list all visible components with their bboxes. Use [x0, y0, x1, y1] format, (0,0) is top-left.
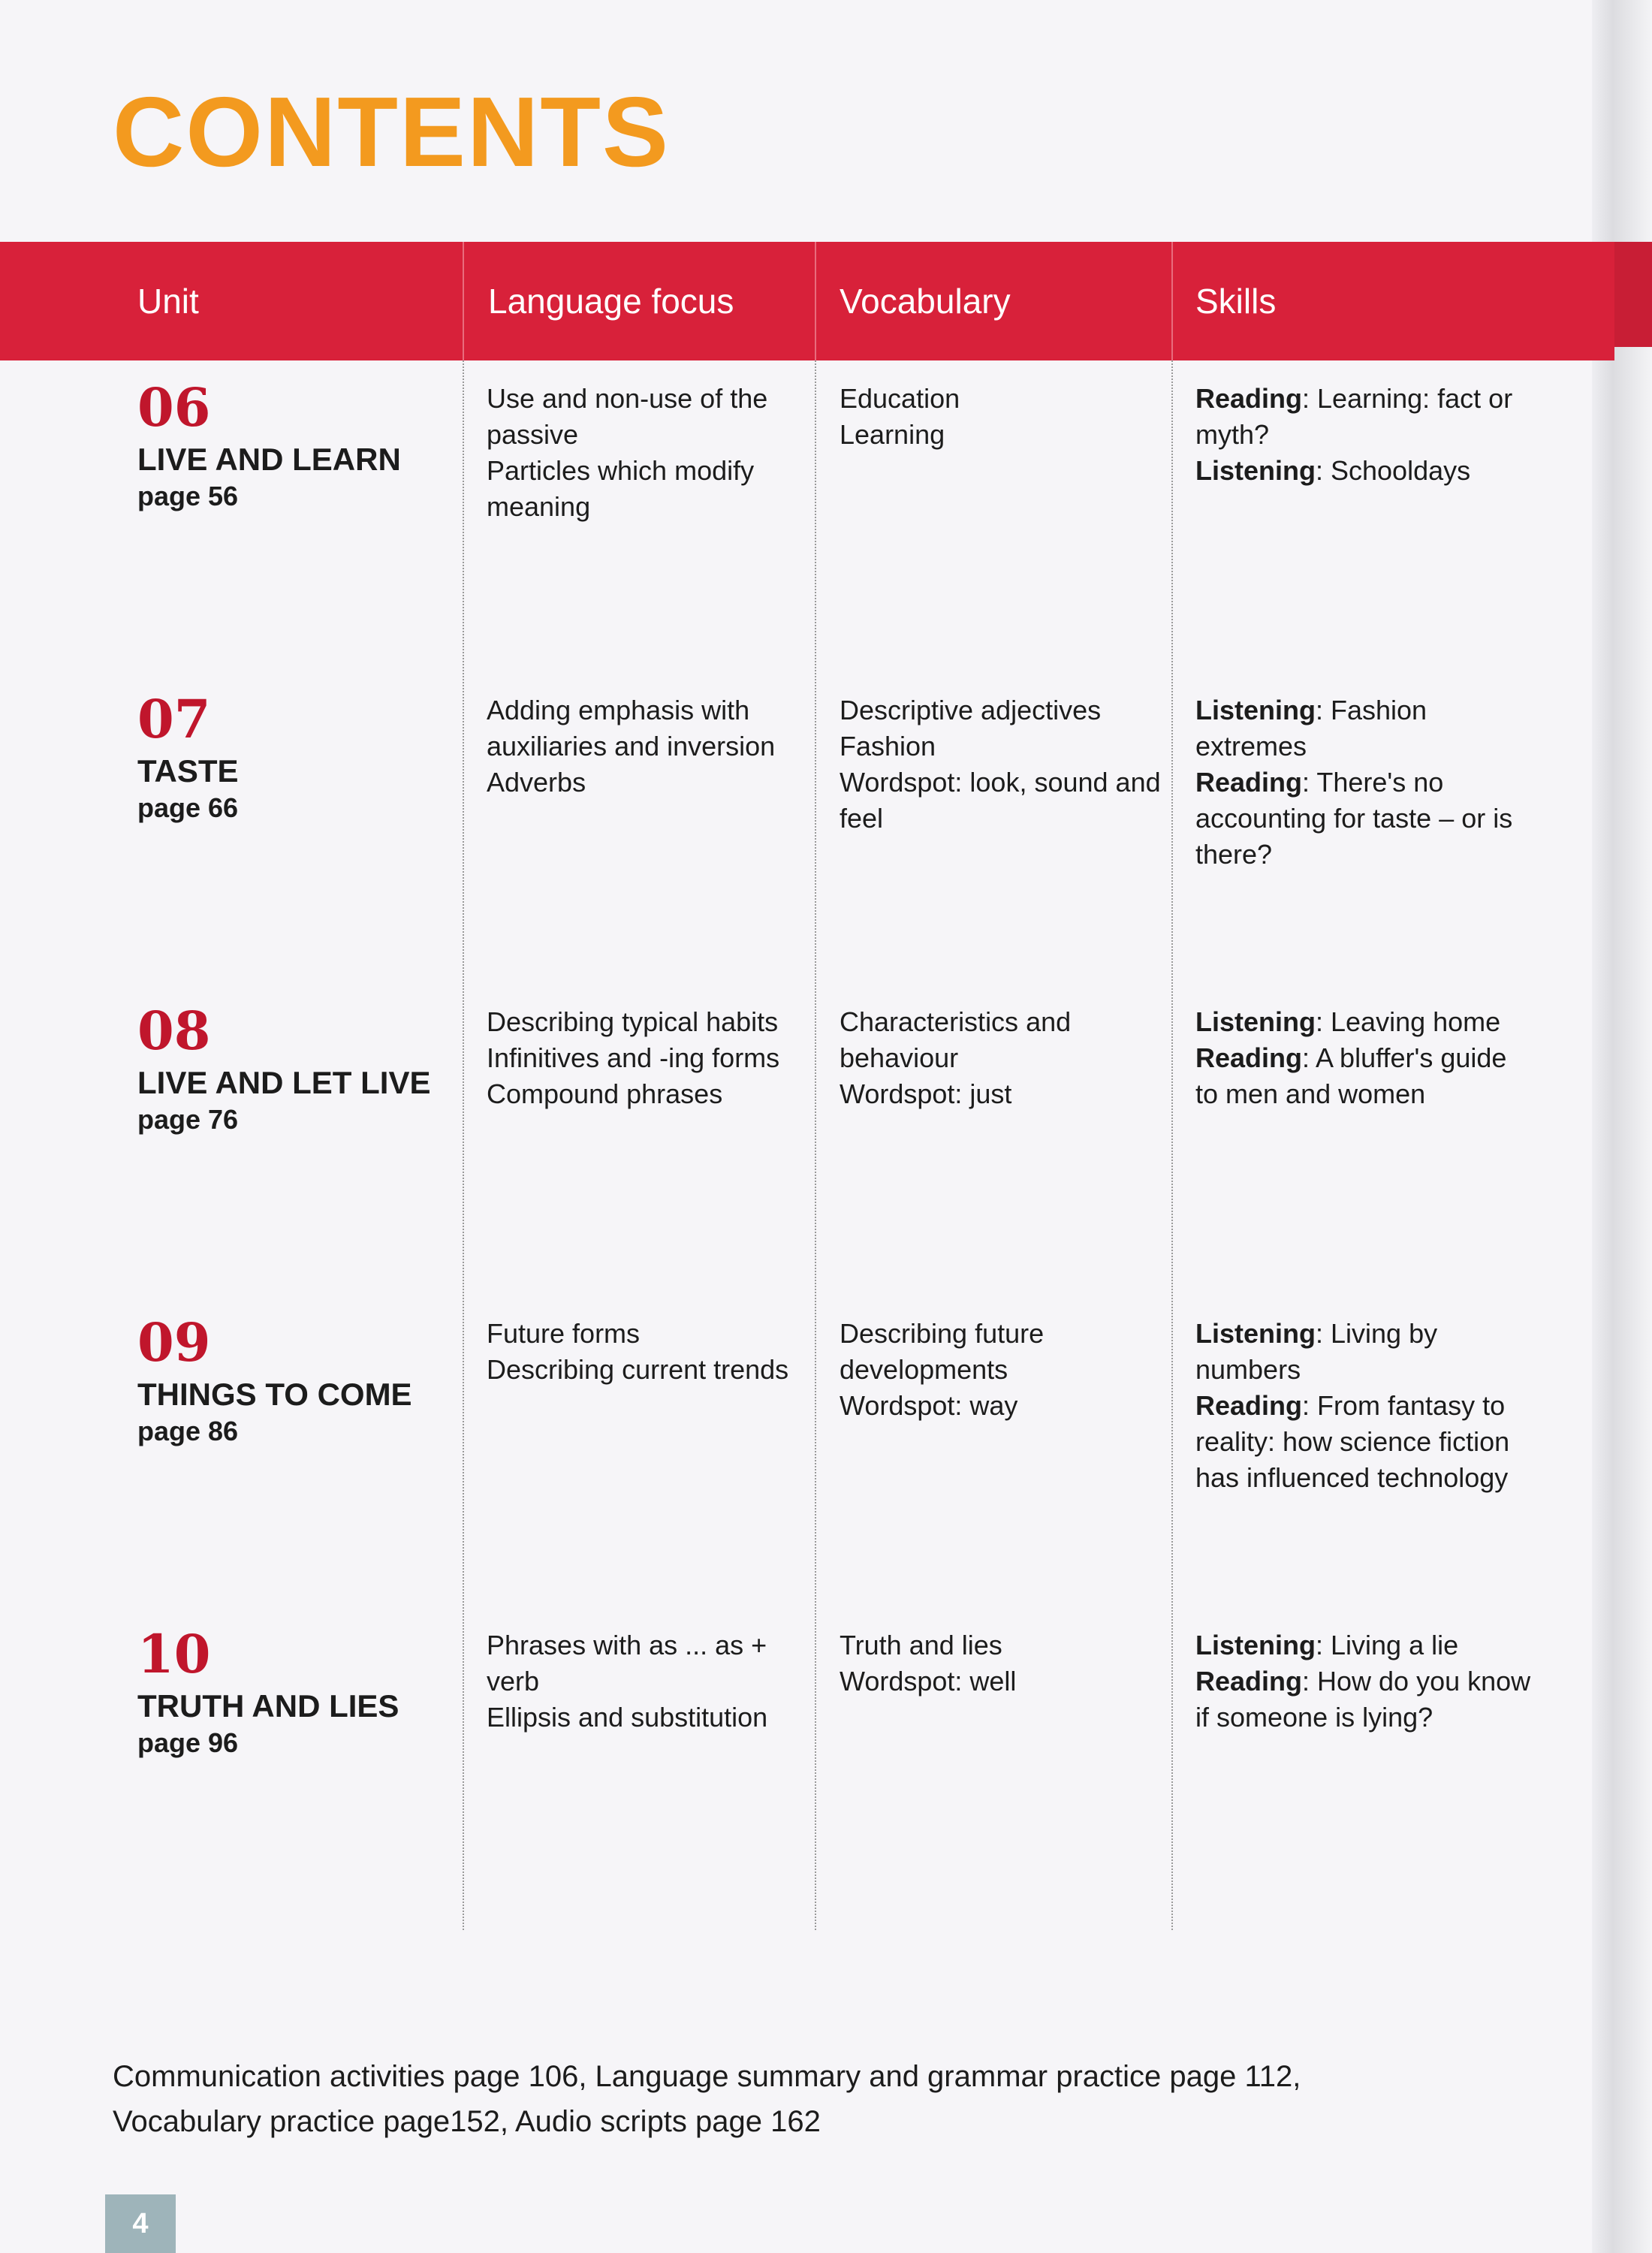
- header-divider: [463, 242, 464, 360]
- skills-line: [1195, 1352, 1509, 1388]
- unit-name: THINGS TO COME: [137, 1377, 412, 1412]
- skills-line: [1195, 1424, 1509, 1460]
- skill-label: Listening: [1195, 1630, 1316, 1660]
- column-divider: [463, 360, 464, 1930]
- vocabulary-line: Wordspot: look, sound and: [840, 767, 1161, 798]
- column-divider: [1171, 360, 1173, 1930]
- skill-text: there?: [1195, 839, 1273, 870]
- skills-line: [1195, 1388, 1509, 1424]
- skill-text: : Learning: fact or: [1302, 383, 1513, 414]
- vocabulary-cell: [840, 1627, 1016, 1700]
- vocabulary-cell: [840, 692, 1161, 837]
- language-focus-cell: [487, 1627, 767, 1736]
- language-focus-cell: [487, 381, 767, 525]
- unit-number: 08: [137, 1000, 211, 1062]
- skill-label: Listening: [1195, 1318, 1316, 1349]
- vocabulary-line: Education: [840, 383, 960, 414]
- language-focus-line: Particles which modify: [487, 455, 755, 486]
- skill-text: : Living by: [1316, 1318, 1438, 1349]
- skills-cell: [1195, 381, 1512, 489]
- skill-label: Reading: [1195, 1042, 1303, 1073]
- header-skills: Skills: [1195, 282, 1277, 321]
- skill-text: : Leaving home: [1316, 1006, 1501, 1037]
- header-divider: [1171, 242, 1173, 360]
- language-focus-line: meaning: [487, 491, 591, 522]
- unit-page-link[interactable]: page 76: [137, 1104, 239, 1135]
- skills-line: [1195, 1040, 1506, 1076]
- skill-label: Listening: [1195, 1006, 1316, 1037]
- vocabulary-line: Learning: [840, 419, 945, 450]
- language-focus-line: Use and non-use of the: [487, 383, 768, 414]
- skill-text: accounting for taste – or is: [1195, 803, 1513, 834]
- language-focus-line: passive: [487, 419, 579, 450]
- vocabulary-line: Wordspot: way: [840, 1390, 1018, 1421]
- header-language-focus: Language focus: [488, 282, 734, 321]
- skill-text: numbers: [1195, 1354, 1301, 1385]
- unit-number: 07: [137, 688, 211, 750]
- header-divider: [815, 242, 816, 360]
- language-focus-line: verb: [487, 1666, 540, 1697]
- unit-name: TRUTH AND LIES: [137, 1688, 399, 1724]
- vocabulary-line: Wordspot: well: [840, 1666, 1017, 1697]
- skills-line: [1195, 692, 1512, 728]
- skills-line: [1195, 1700, 1530, 1736]
- skills-line: [1195, 765, 1512, 801]
- page-title: CONTENTS: [113, 77, 670, 187]
- vocabulary-cell: [840, 1316, 1044, 1424]
- page-number: 4: [105, 2194, 176, 2253]
- skill-text: myth?: [1195, 419, 1270, 450]
- unit-page-link[interactable]: page 66: [137, 792, 239, 823]
- language-focus-line: Describing typical habits: [487, 1006, 779, 1037]
- footer-note: [113, 2054, 1539, 2144]
- skill-label: Reading: [1195, 1390, 1303, 1421]
- language-focus-line: Future forms: [487, 1318, 641, 1349]
- skill-text: : How do you know: [1302, 1666, 1531, 1697]
- unit-page-link[interactable]: page 86: [137, 1416, 239, 1446]
- vocabulary-cell: [840, 381, 960, 453]
- skill-label: Listening: [1195, 455, 1316, 486]
- vocabulary-line: Wordspot: just: [840, 1078, 1012, 1109]
- skill-label: Reading: [1195, 1666, 1303, 1697]
- skill-text: : A bluffer's guide: [1302, 1042, 1507, 1073]
- vocabulary-line: feel: [840, 803, 884, 834]
- footer-line-2: Vocabulary practice page152, Audio scripts page 162: [113, 2105, 821, 2138]
- unit-number: 06: [137, 376, 211, 439]
- skill-text: : Fashion: [1316, 695, 1427, 725]
- vocabulary-line: Describing future: [840, 1318, 1045, 1349]
- language-focus-cell: [487, 692, 775, 801]
- header-unit: Unit: [137, 282, 199, 321]
- vocabulary-line: behaviour: [840, 1042, 959, 1073]
- unit-number: 10: [137, 1623, 211, 1685]
- language-focus-line: Infinitives and -ing forms: [487, 1042, 780, 1073]
- vocabulary-line: Characteristics and: [840, 1006, 1072, 1037]
- skill-text: : Living a lie: [1316, 1630, 1459, 1660]
- language-focus-line: Compound phrases: [487, 1078, 723, 1109]
- skill-label: Reading: [1195, 767, 1303, 798]
- unit-name: TASTE: [137, 753, 239, 789]
- header-tab: [1614, 242, 1652, 347]
- footer-line-1: Communication activities page 106, Language summary and grammar practice page 112,: [113, 2060, 1301, 2093]
- unit-cell: [137, 1000, 431, 1138]
- unit-name: LIVE AND LEARN: [137, 442, 401, 477]
- language-focus-cell: [487, 1316, 788, 1388]
- skill-text: if someone is lying?: [1195, 1702, 1433, 1733]
- skills-line: [1195, 1460, 1509, 1496]
- table-header: [0, 242, 1614, 360]
- language-focus-line: Ellipsis and substitution: [487, 1702, 768, 1733]
- vocabulary-line: Truth and lies: [840, 1630, 1002, 1660]
- language-focus-line: Adverbs: [487, 767, 586, 798]
- skills-line: [1195, 1627, 1530, 1663]
- skills-line: [1195, 1004, 1506, 1040]
- unit-cell: [137, 1311, 412, 1449]
- vocabulary-line: Descriptive adjectives: [840, 695, 1102, 725]
- skills-line: [1195, 417, 1512, 453]
- skills-cell: [1195, 1627, 1530, 1736]
- skill-text: : Schooldays: [1316, 455, 1471, 486]
- column-divider: [815, 360, 816, 1930]
- vocabulary-line: Fashion: [840, 731, 936, 762]
- skills-line: [1195, 801, 1512, 837]
- skill-text: : There's no: [1302, 767, 1444, 798]
- skill-text: to men and women: [1195, 1078, 1426, 1109]
- skill-label: Listening: [1195, 695, 1316, 725]
- language-focus-line: Phrases with as ... as +: [487, 1630, 767, 1660]
- skills-line: [1195, 381, 1512, 417]
- unit-page-link[interactable]: page 96: [137, 1727, 239, 1758]
- unit-cell: [137, 1623, 399, 1761]
- skill-text: has influenced technology: [1195, 1462, 1509, 1493]
- skill-text: reality: how science fiction: [1195, 1426, 1510, 1457]
- vocabulary-line: developments: [840, 1354, 1008, 1385]
- skills-line: [1195, 728, 1512, 765]
- skills-line: [1195, 453, 1512, 489]
- unit-cell: [137, 376, 401, 514]
- vocabulary-cell: [840, 1004, 1071, 1112]
- skill-text: : From fantasy to: [1302, 1390, 1506, 1421]
- skills-line: [1195, 1663, 1530, 1700]
- skills-cell: [1195, 1316, 1509, 1496]
- skills-line: [1195, 837, 1512, 873]
- skills-cell: [1195, 1004, 1506, 1112]
- unit-page-link[interactable]: page 56: [137, 481, 239, 511]
- unit-number: 09: [137, 1311, 211, 1374]
- skills-line: [1195, 1316, 1509, 1352]
- skills-line: [1195, 1076, 1506, 1112]
- language-focus-line: auxiliaries and inversion: [487, 731, 776, 762]
- skills-cell: [1195, 692, 1512, 873]
- unit-cell: [137, 688, 239, 826]
- skill-text: extremes: [1195, 731, 1307, 762]
- language-focus-line: Describing current trends: [487, 1354, 789, 1385]
- language-focus-cell: [487, 1004, 779, 1112]
- language-focus-line: Adding emphasis with: [487, 695, 750, 725]
- skill-label: Reading: [1195, 383, 1303, 414]
- header-vocabulary: Vocabulary: [840, 282, 1011, 321]
- unit-name: LIVE AND LET LIVE: [137, 1065, 431, 1100]
